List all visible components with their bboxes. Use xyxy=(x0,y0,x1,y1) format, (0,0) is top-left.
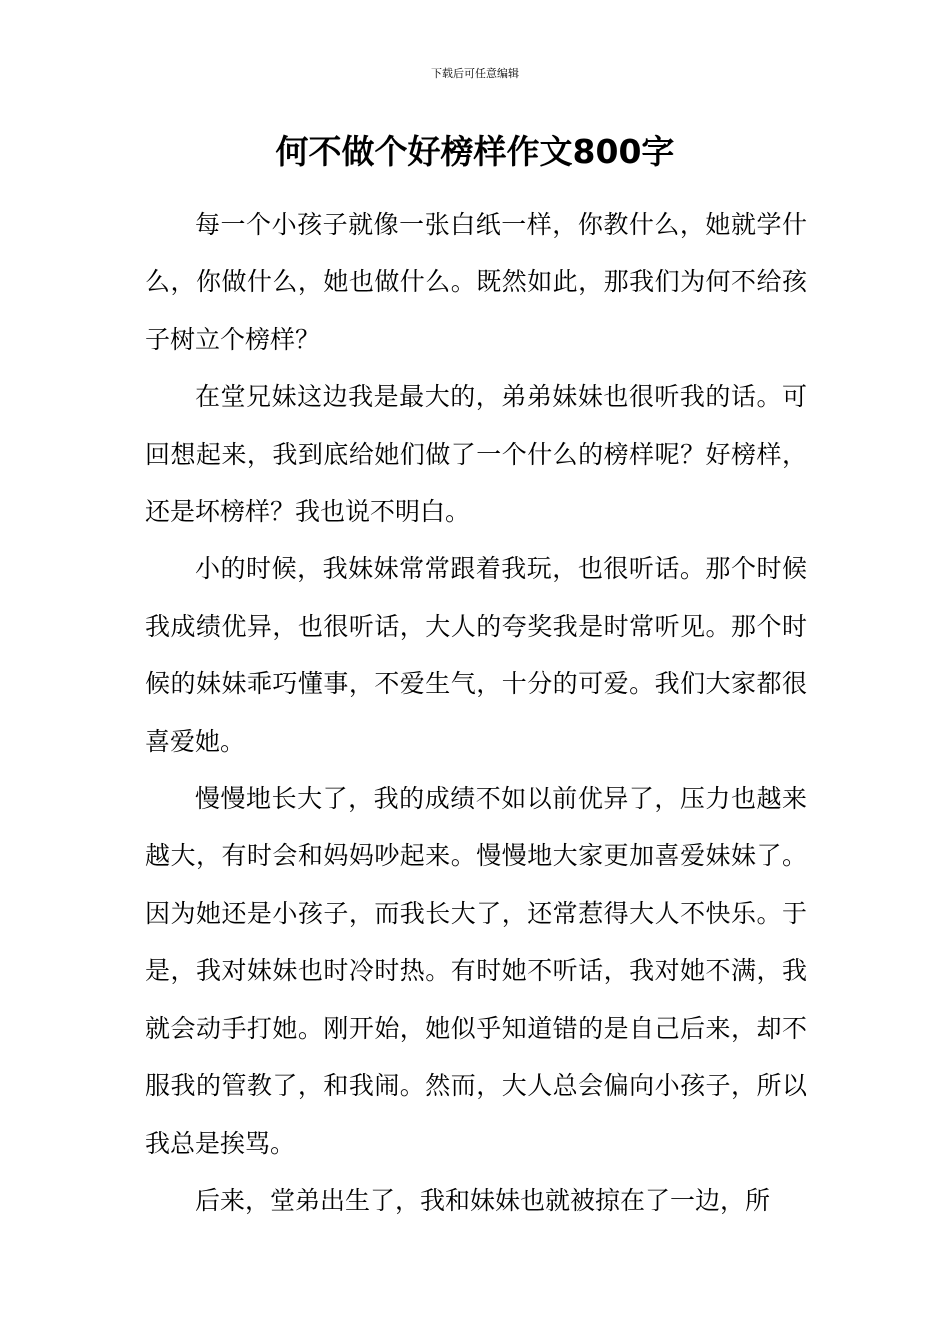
paragraph-5: 后来，堂弟出生了，我和妹妹也就被掠在了一边，所 xyxy=(195,1185,771,1215)
paragraph-1: 每一个小孩子就像一张白纸一样，你教什么，她就学什么，你做什么，她也做什么。既然如此，那我们为何不给孩子树立个榜样？ xyxy=(145,210,807,354)
document-title: 何不做个好榜样作文800字 xyxy=(275,132,675,171)
paragraph-3: 小的时候，我妹妹常常跟着我玩，也很听话。那个时候我成绩优异，也很听话，大人的夸奖我是时常听见。那个时候的妹妹乖巧懂事，不爱生气，十分的可爱。我们大家都很喜爱她。 xyxy=(145,554,807,756)
paragraph-4: 慢慢地长大了，我的成绩不如以前优异了，压力也越来越大，有时会和妈妈吵起来。慢慢地大家更加喜爱妹妹了。因为她还是小孩子，而我长大了，还常惹得大人不快乐。于是，我对妹妹也时冷时热。有时她不听话，我对她不满，我就会动手打她。刚开始，她似乎知道错的是自己后来，却不服我的管教了，和我闹。然而，大人总会偏向小孩子，所以我总是挨骂。 xyxy=(145,784,807,1158)
document-body xyxy=(145,196,807,1229)
paragraph-2: 在堂兄妹这边我是最大的，弟弟妹妹也很听我的话。可回想起来，我到底给她们做了一个什么的榜样呢？好榜样，还是坏榜样？我也说不明白。 xyxy=(145,382,807,527)
header-note: 下载后可任意编辑 xyxy=(431,67,519,80)
